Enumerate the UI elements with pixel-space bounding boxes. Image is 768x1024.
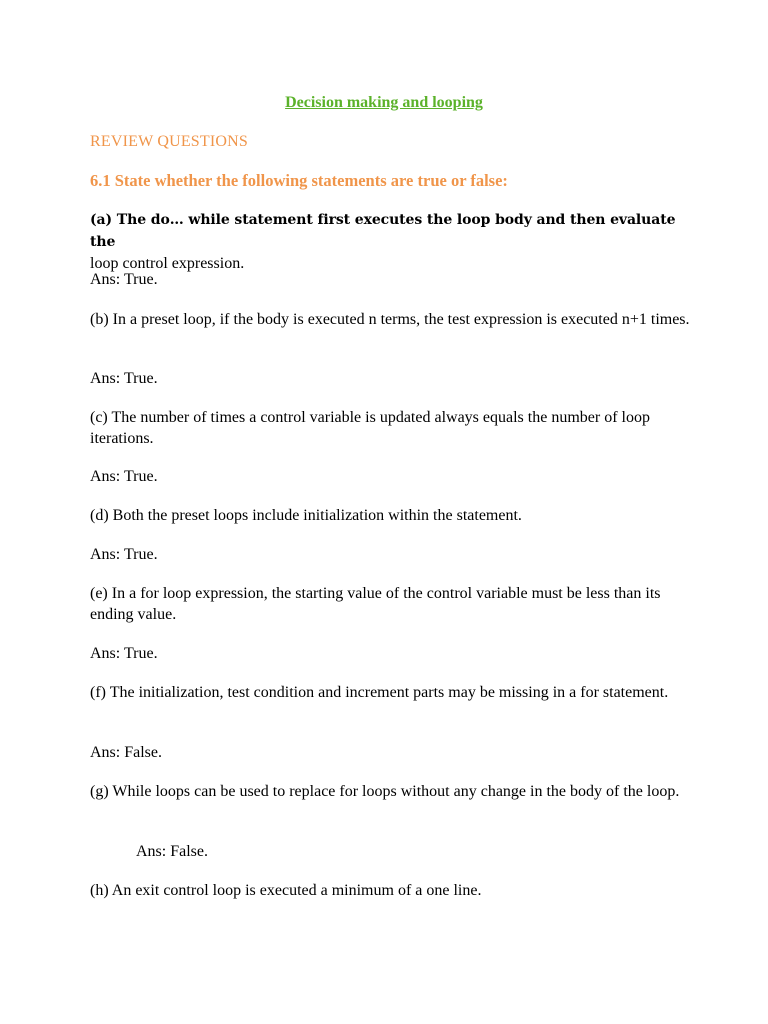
- answer-e: Ans: True.: [90, 645, 158, 662]
- document-title: Decision making and looping: [285, 94, 483, 111]
- question-d: (d) Both the preset loops include initialization within the statement.: [90, 507, 522, 524]
- question-f: (f) The initialization, test condition and increment parts may be missing in a for statement.: [90, 684, 669, 701]
- answer-a: Ans: True.: [90, 271, 158, 288]
- question-a-rest: loop control expression.: [90, 255, 245, 272]
- question-h: (h) An exit control loop is executed a minimum of a one line.: [90, 882, 482, 899]
- question-b: (b) In a preset loop, if the body is executed n terms, the test expression is executed n+1 times.: [90, 311, 690, 328]
- section-heading: REVIEW QUESTIONS: [90, 133, 249, 150]
- question-g: (g) While loops can be used to replace for loops without any change in the body of the loop.: [90, 783, 680, 800]
- question-c: (c) The number of times a control variable is updated always equals the number of loop iterations.: [90, 409, 650, 447]
- question-e: (e) In a for loop expression, the starting value of the control variable must be less than its ending value.: [90, 585, 661, 623]
- answer-g: Ans: False.: [136, 843, 208, 860]
- answer-f: Ans: False.: [90, 744, 162, 761]
- question-heading: 6.1 State whether the following statements are true or false:: [90, 171, 508, 190]
- question-a: [90, 209, 690, 274]
- answer-d: Ans: True.: [90, 546, 158, 563]
- answer-c: Ans: True.: [90, 468, 158, 485]
- question-a-lead: (a) The do… while statement first executes the loop body and then evaluate the: [90, 212, 676, 250]
- answer-b: Ans: True.: [90, 370, 158, 387]
